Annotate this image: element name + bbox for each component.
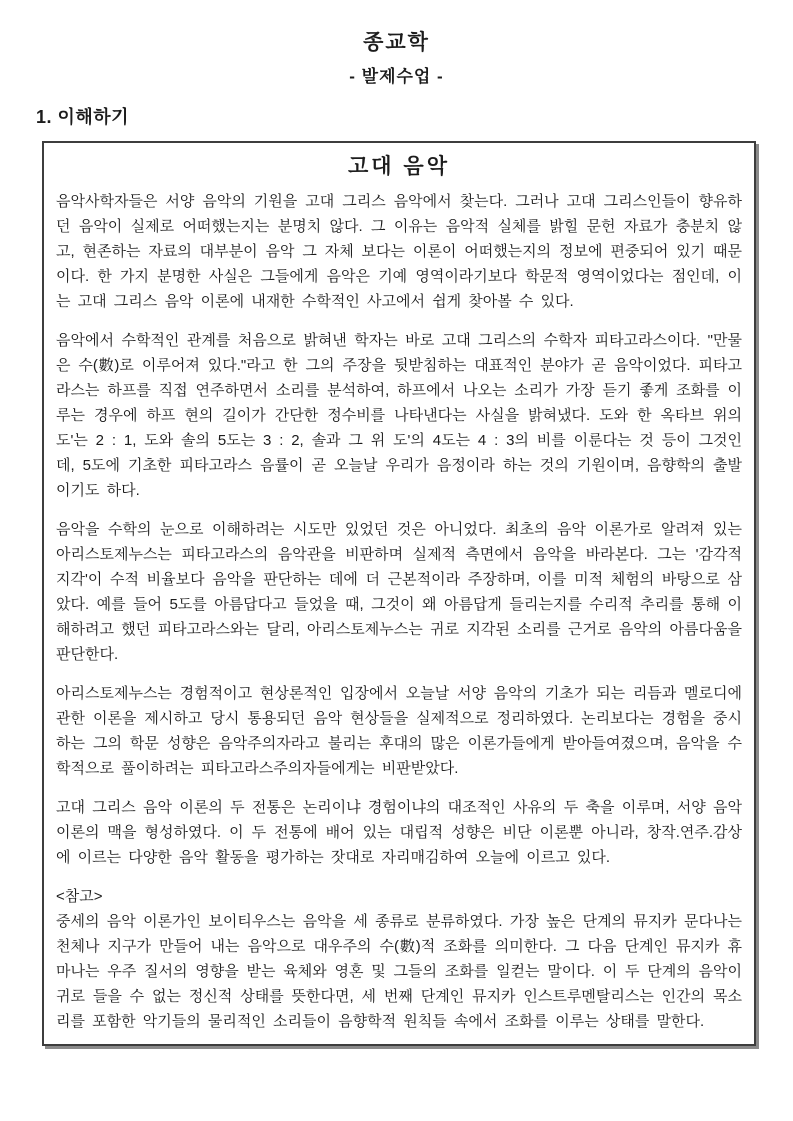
paragraph-2: 음악에서 수학적인 관계를 처음으로 밝혀낸 학자는 바로 고대 그리스의 수학자 피타고라스이다. "만물은 수(數)로 이루어져 있다."라고 한 그의 주장을 뒷받침하는 대표적인 분야가 곧 음악이었다. 피타고라스는 하프를 직접 연주하면서 소리를 분석하여, 하프에서 나오는 소리가 가장 듣기 좋게 조화를 이루는 경우에 하프 현의 길이가 간단한 정수비를 나타낸다는 사실을 밝혀냈다. 도와 한 옥타브 위의 도'는 2 : 1, 도와 솔의 5도는 3 : 2, 솔과 그 위 도'의 4도는 4 : 3의 비를 이룬다는 것 등이 그것인데, 5도에 기초한 피타고라스 음률이 곧 오늘날 우리가 음정이라 하는 것의 기원이며, 음향학의 출발이기도 하다. [56, 332, 742, 500]
document-subtitle: - 발제수업 - [349, 67, 444, 87]
document-header [0, 0, 793, 87]
section-heading: 1. 이해하기 [36, 107, 130, 128]
paragraph-3: 음악을 수학의 눈으로 이해하려는 시도만 있었던 것은 아니었다. 최초의 음악 이론가로 알려져 있는 아리스토제누스는 피타고라스의 음악관을 비판하며 실제적 측면에서 음악을 바라본다. 그는 '감각적 지각'이 수적 비율보다 음악을 판단하는 데에 더 근본적이라 주장하며, 이를 미적 체험의 바탕으로 삼았다. 예를 들어 5도를 아름답다고 들었을 때, 그것이 왜 아름답게 들리는지를 수리적 추리를 통해 이해하려고 했던 피타고라스와는 달리, 아리스토제누스는 귀로 지각된 소리를 근거로 음악의 아름다움을 판단한다. [56, 521, 742, 664]
note-label: <참고> [56, 888, 103, 906]
article-body [56, 189, 742, 1034]
document-title: 종교학 [363, 31, 430, 54]
note-paragraph: 중세의 음악 이론가인 보이티우스는 음악을 세 종류로 분류하였다. 가장 높은 단계의 뮤지카 문다나는 천체나 지구가 만들어 내는 음악으로 대우주의 수(數)적 조화를 의미한다. 그 다음 단계인 뮤지카 휴마나는 우주 질서의 영향을 받는 육체와 영혼 및 그들의 조화를 일컫는 말이다. 이 두 단계의 음악이 귀로 들을 수 없는 정신적 상태를 뜻한다면, 세 번째 단계인 뮤지카 인스트루멘탈리스는 인간의 목소리를 포함한 악기들의 물리적인 소리들이 음향학적 원칙들 속에서 조화를 이루는 상태를 말한다. [56, 913, 742, 1031]
paragraph-5: 고대 그리스 음악 이론의 두 전통은 논리이냐 경험이냐의 대조적인 사유의 두 축을 이루며, 서양 음악 이론의 맥을 형성하였다. 이 두 전통에 배어 있는 대립적 성향은 비단 이론뿐 아니라, 창작.연주.감상에 이르는 다양한 음악 활동을 평가하는 잣대로 자리매김하여 오늘에 이르고 있다. [56, 799, 742, 867]
paragraph-1: 음악사학자들은 서양 음악의 기원을 고대 그리스 음악에서 찾는다. 그러나 고대 그리스인들이 향유하던 음악이 실제로 어떠했는지는 분명치 않다. 그 이유는 음악적 실체를 밝힐 문헌 자료가 충분치 않고, 현존하는 자료의 대부분이 음악 그 자체 보다는 이론이 어떠했는지의 정보에 편중되어 있기 때문이다. 한 가지 분명한 사실은 그들에게 음악은 기예 영역이라기보다 학문적 영역이었다는 점인데, 이는 고대 그리스 음악 이론에 내재한 수학적인 사고에서 쉽게 찾아볼 수 있다. [56, 193, 742, 311]
article-title: 고대 음악 [348, 155, 450, 179]
article-box [42, 141, 756, 1046]
paragraph-4: 아리스토제누스는 경험적이고 현상론적인 입장에서 오늘날 서양 음악의 기초가 되는 리듬과 멜로디에 관한 이론을 제시하고 당시 통용되던 음악 현상들을 실제적으로 정리하였다. 논리보다는 경험을 중시하는 그의 학문 성향은 음악주의자라고 불리는 후대의 많은 이론가들에게 받아들여졌으며, 음악을 수학적으로 풀이하려는 피타고라스주의자들에게는 비판받았다. [56, 685, 742, 778]
